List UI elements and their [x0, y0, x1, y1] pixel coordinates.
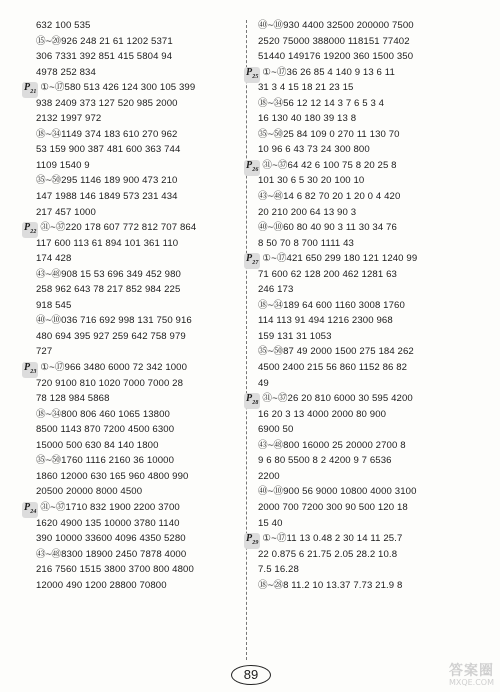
- answer-text: 720 9100 810 1020 7000 7000 28: [36, 377, 184, 389]
- answer-line: [36, 189, 242, 205]
- answer-text: 16 20 3 13 4000 2000 80 900: [258, 408, 387, 420]
- answer-text: 53 159 900 387 481 600 363 744: [36, 144, 181, 156]
- answer-line: [36, 65, 242, 81]
- answer-line: [258, 267, 494, 283]
- answer-line: [36, 547, 242, 563]
- answer-line: [258, 438, 494, 454]
- answer-line: [258, 142, 494, 158]
- answer-line: [36, 376, 242, 392]
- answer-text: 49: [258, 377, 269, 389]
- answer-text: 390 10000 33600 4096 4350 5280: [36, 533, 186, 545]
- answer-text: 306 7331 392 851 415 5804 94: [36, 51, 173, 63]
- answer-text: 10 96 6 43 73 24 300 800: [258, 144, 370, 156]
- answer-line: [258, 49, 494, 65]
- page-badge-letter: P: [24, 222, 31, 234]
- answer-text: 114 113 91 494 1216 2300 968: [258, 315, 393, 327]
- answer-text: 1860 12000 630 165 960 4800 990: [36, 470, 189, 482]
- answer-line: [36, 516, 242, 532]
- answer-text: ⑮~⑳926 248 21 61 1202 5371: [36, 35, 173, 47]
- answer-text: ㉟~㊿1760 1116 2160 36 10000: [36, 455, 175, 467]
- answer-text: 2520 75000 388000 118151 77402: [258, 35, 410, 47]
- answer-line: [36, 344, 242, 360]
- answer-text: ㉟~㊿25 84 109 0 270 11 130 70: [258, 128, 400, 140]
- page-badge-number: 21: [30, 89, 37, 96]
- answer-text: 15000 500 630 84 140 1800: [36, 439, 159, 451]
- answer-text: 1109 1540 9: [36, 159, 90, 171]
- page-badge-number: 25: [252, 73, 259, 80]
- answer-text: ⑱~㉞800 806 460 1065 13800: [36, 408, 170, 420]
- page-badge-letter: P: [246, 66, 253, 78]
- answer-line: [36, 251, 242, 267]
- answer-text: ㊵~⑩900 56 9000 10800 4000 3100: [258, 486, 417, 498]
- answer-text: 78 128 984 5868: [36, 393, 110, 405]
- answer-line: [36, 469, 242, 485]
- answer-line: [246, 251, 494, 267]
- answer-text: 159 131 31 1053: [258, 330, 332, 342]
- answer-line: [258, 205, 494, 221]
- answer-line: [258, 516, 494, 532]
- answer-line: [258, 313, 494, 329]
- answer-line: [36, 173, 242, 189]
- answer-text: ㊵~⑩60 80 40 90 3 11 30 34 76: [258, 222, 397, 234]
- answer-line: [36, 531, 242, 547]
- answer-text: 9 6 80 5500 8 2 4200 9 7 6536: [258, 455, 392, 467]
- answer-line: [258, 220, 494, 236]
- answer-text: 258 962 643 78 217 852 984 225: [36, 284, 181, 296]
- answer-line: [36, 18, 242, 34]
- answer-text: 16 130 40 180 39 13 8: [258, 113, 357, 125]
- answer-text: 31 3 4 15 18 21 23 15: [258, 82, 354, 94]
- answer-text: ㊸~㊽800 16000 25 20000 2700 8: [258, 439, 406, 451]
- answer-line: [36, 313, 242, 329]
- answer-line: [24, 500, 242, 516]
- answer-text: 117 600 113 61 894 101 361 110: [36, 237, 179, 249]
- answer-line: [258, 111, 494, 127]
- watermark-url: MXQE.COM: [448, 678, 494, 687]
- answer-text: 22 0.875 6 21.75 2.05 28.2 10.8: [258, 548, 398, 560]
- answer-line: [258, 34, 494, 50]
- answer-line: [258, 236, 494, 252]
- answer-text: ①~⑰36 26 85 4 140 9 13 6 11: [262, 66, 395, 78]
- watermark-text: 答案圈: [449, 663, 494, 679]
- answer-line: [258, 562, 494, 578]
- answer-line: [246, 65, 494, 81]
- answer-text: 1620 4900 135 10000 3780 1140: [36, 517, 180, 529]
- answer-text: ㊸~㊽8300 18900 2450 7878 4000: [36, 548, 187, 560]
- page-badge-number: 27: [252, 260, 259, 267]
- answer-text: 2132 1997 972: [36, 113, 102, 125]
- answer-text: 15 40: [258, 517, 283, 529]
- answer-line: [246, 158, 494, 174]
- answer-text: 918 545: [36, 299, 72, 311]
- answer-text: 20500 20000 8000 4500: [36, 486, 143, 498]
- page-badge-letter: P: [246, 393, 253, 405]
- answer-text: 938 2409 373 127 520 985 2000: [36, 97, 178, 109]
- answer-line: [258, 360, 494, 376]
- answer-line: [36, 49, 242, 65]
- answer-line: [258, 127, 494, 143]
- answer-line: [258, 344, 494, 360]
- answer-line: [246, 531, 494, 547]
- answer-text: ㊸~㊽14 6 82 70 20 1 20 0 4 420: [258, 191, 401, 203]
- page-badge-letter: P: [24, 82, 31, 94]
- answer-line: [36, 127, 242, 143]
- answer-text: ⑱~㉞1149 374 183 610 270 962: [36, 128, 178, 140]
- answer-line: [258, 189, 494, 205]
- answer-text: ㉛~㊲64 42 6 100 75 8 20 25 8: [262, 159, 397, 171]
- answer-line: [258, 329, 494, 345]
- answer-text: 4978 252 834: [36, 66, 96, 78]
- answer-text: ㊸~㊽908 15 53 696 349 452 980: [36, 268, 181, 280]
- answer-line: [258, 453, 494, 469]
- answer-line: [258, 18, 494, 34]
- answer-text: 12000 490 1200 28800 70800: [36, 579, 167, 591]
- answer-text: 246 173: [258, 284, 294, 296]
- answer-text: 632 100 535: [36, 20, 91, 31]
- answer-text: 51440 149176 19200 360 1500 350: [258, 51, 414, 63]
- page-badge-number: 23: [30, 369, 37, 376]
- answer-line: [258, 547, 494, 563]
- answer-text: ㉛~㊲220 178 607 772 812 707 864: [40, 222, 197, 234]
- answer-line: [258, 173, 494, 189]
- answer-line: [258, 422, 494, 438]
- answer-text: ⑱~㉞189 64 600 1160 3008 1760: [258, 299, 405, 311]
- answer-text: 71 600 62 128 200 462 1281 63: [258, 268, 397, 280]
- answer-text: 4500 2400 215 56 860 1152 86 82: [258, 362, 408, 374]
- answer-line: [36, 34, 242, 50]
- right-answer-column: [246, 18, 494, 593]
- answer-text: ㉟~㊿87 49 2000 1500 275 184 262: [258, 346, 414, 358]
- answer-text: ⑱~㉘8 11.2 10 13.37 7.73 21.9 8: [258, 579, 403, 591]
- answer-text: ㉟~㊿295 1146 189 900 473 210: [36, 175, 178, 187]
- page-badge-letter: P: [24, 362, 31, 374]
- answer-line: [258, 80, 494, 96]
- answer-line: [36, 158, 242, 174]
- answer-text: 174 428: [36, 253, 72, 265]
- answer-line: [36, 236, 242, 252]
- answer-text: ㊵~⑩930 4400 32500 200000 7500: [258, 20, 414, 31]
- answer-text: ⑱~㉞56 12 12 14 3 7 6 5 3 4: [258, 97, 385, 109]
- page-badge-number: 29: [252, 540, 259, 547]
- column-divider: [246, 20, 247, 660]
- answer-line: [36, 484, 242, 500]
- answer-text: 6900 50: [258, 424, 294, 436]
- page-badge-number: 24: [30, 508, 37, 515]
- answer-text: 8 50 70 8 700 1111 43: [258, 237, 354, 249]
- answer-line: [246, 391, 494, 407]
- answer-line: [36, 96, 242, 112]
- answer-text: ㉛~㊲1710 832 1900 2200 3700: [40, 501, 180, 513]
- answer-line: [258, 298, 494, 314]
- answer-text: 217 457 1000: [36, 206, 96, 218]
- answer-text: 2000 700 7200 300 90 500 120 18: [258, 501, 408, 513]
- page-number: 89: [231, 665, 271, 685]
- answer-text: 727: [36, 346, 53, 358]
- answer-line: [36, 391, 242, 407]
- answer-text: 480 694 395 927 259 642 758 979: [36, 330, 186, 342]
- answer-line: [258, 578, 494, 594]
- answer-text: 2200: [258, 470, 280, 482]
- answer-line: [258, 500, 494, 516]
- page-badge-letter: P: [246, 533, 253, 545]
- watermark-logo: [402, 664, 494, 688]
- answer-line: [36, 578, 242, 594]
- answer-text: ①~⑰11 13 0.48 2 30 14 11 25.7: [262, 533, 403, 545]
- answer-line: [258, 484, 494, 500]
- answer-line: [36, 329, 242, 345]
- answer-text: 20 210 200 64 13 90 3: [258, 206, 357, 218]
- page-badge-number: 28: [252, 400, 259, 407]
- answer-line: [36, 267, 242, 283]
- answer-line: [36, 422, 242, 438]
- answer-text: ①~⑰421 650 299 180 121 1240 99: [262, 253, 418, 265]
- page-badge-letter: P: [246, 253, 253, 265]
- answer-line: [24, 80, 242, 96]
- page-badge-number: 22: [30, 229, 37, 236]
- page-badge-number: 26: [252, 166, 259, 173]
- page-badge-letter: P: [246, 159, 253, 171]
- answer-line: [258, 376, 494, 392]
- answer-line: [258, 469, 494, 485]
- answer-line: [36, 111, 242, 127]
- answer-text: ①~⑰580 513 426 124 300 105 399: [40, 82, 196, 94]
- answer-line: [36, 205, 242, 221]
- answer-text: ㉛~㊲26 20 810 6000 30 595 4200: [262, 393, 413, 405]
- answer-line: [258, 282, 494, 298]
- answer-text: 8500 1143 870 7200 4500 6300: [36, 424, 175, 436]
- answer-line: [36, 142, 242, 158]
- answer-line: [36, 453, 242, 469]
- page-badge-letter: P: [24, 501, 31, 513]
- answer-text: 7.5 16.28: [258, 564, 299, 576]
- answer-line: [258, 96, 494, 112]
- answer-line: [36, 562, 242, 578]
- answer-line: [36, 407, 242, 423]
- answer-line: [36, 298, 242, 314]
- answer-text: 216 7560 1515 3800 3700 800 4800: [36, 564, 194, 576]
- answer-text: 147 1988 146 1849 573 231 434: [36, 191, 178, 203]
- answer-line: [36, 438, 242, 454]
- answer-text: 101 30 6 5 30 20 100 10: [258, 175, 365, 187]
- answer-text: ㊵~⑩036 716 692 998 131 750 916: [36, 315, 192, 327]
- answer-text: ①~⑰966 3480 6000 72 342 1000: [40, 362, 188, 374]
- answer-line: [24, 220, 242, 236]
- answer-line: [24, 360, 242, 376]
- left-answer-column: [24, 18, 242, 593]
- answer-line: [36, 282, 242, 298]
- answer-line: [258, 407, 494, 423]
